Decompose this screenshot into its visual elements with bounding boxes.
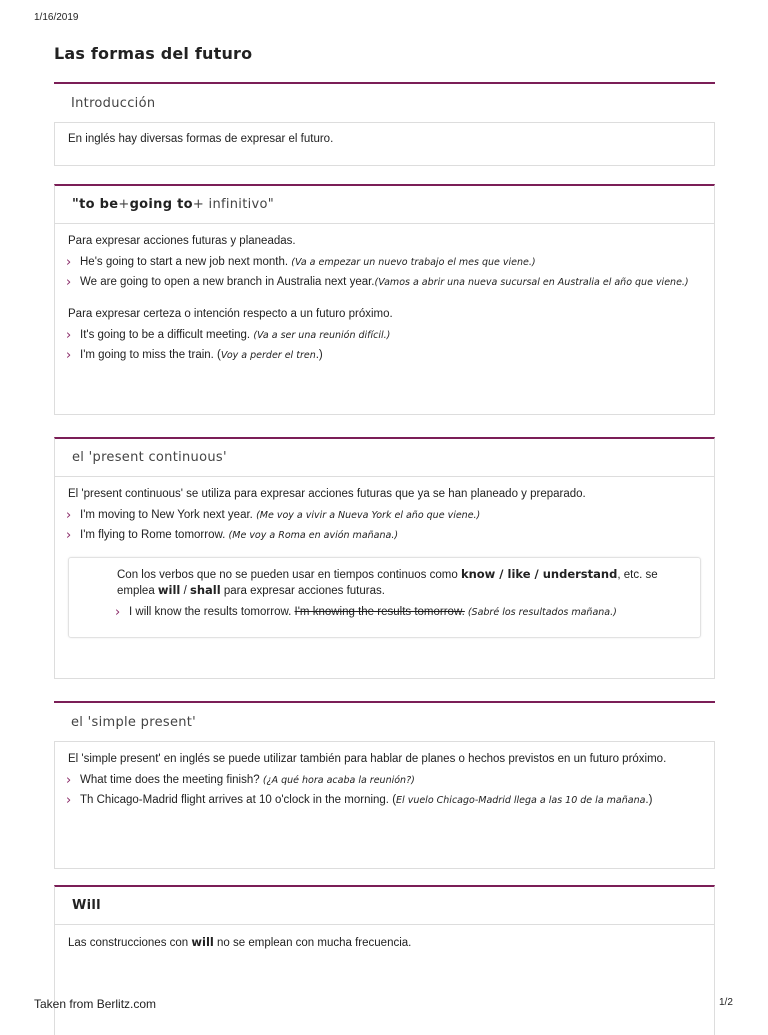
list-item: › I'm flying to Rome tomorrow. (Me voy a Roma en avión mañana.) — [66, 528, 399, 543]
note-box — [68, 557, 701, 638]
chevron-right-icon: › — [115, 605, 121, 620]
list-item: › We are going to open a new branch in Australia next year.(Vamos a abrir una nueva sucursal en Australia el año que viene.) — [66, 275, 689, 290]
list-item: › He's going to start a new job next month. (Va a empezar un nuevo trabajo el mes que viene.) — [66, 255, 536, 270]
usage-text: El 'simple present' en inglés se puede utilizar también para hablar de planes o hechos previstos en un futuro próximo. — [68, 753, 667, 765]
usage-text: Para expresar acciones futuras y planeadas. — [68, 235, 296, 247]
section-body — [54, 477, 715, 679]
list-item: › I'm going to miss the train. (Voy a perder el tren.) — [66, 348, 323, 363]
chevron-right-icon: › — [66, 773, 72, 788]
chevron-right-icon: › — [66, 328, 72, 343]
section-introduccion — [54, 82, 715, 166]
section-heading: " to be + going to + infinitivo" — [54, 184, 715, 224]
chevron-right-icon: › — [66, 508, 72, 523]
source-footer: Taken from Berlitz.com — [34, 997, 157, 1011]
section-will — [54, 885, 715, 1035]
intro-text: En inglés hay diversas formas de expresar el futuro. — [68, 133, 334, 145]
usage-text: Las construcciones con will no se emplean con mucha frecuencia. — [68, 935, 412, 949]
section-heading: Will — [54, 885, 715, 925]
list-item: › I'm moving to New York next year. (Me voy a vivir a Nueva York el año que viene.) — [66, 508, 481, 523]
chevron-right-icon: › — [66, 793, 72, 808]
chevron-right-icon: › — [66, 528, 72, 543]
section-going-to — [54, 184, 715, 415]
section-present-continuous — [54, 437, 715, 679]
usage-text: El 'present continuous' se utiliza para expresar acciones futuras que ya se han planeado y preparado. — [68, 488, 586, 500]
list-item: › It's going to be a difficult meeting. (Va a ser una reunión difícil.) — [66, 328, 391, 343]
section-simple-present — [54, 701, 715, 869]
page-number: 1/2 — [719, 997, 733, 1008]
section-body — [54, 741, 715, 869]
page-title: Las formas del futuro — [54, 44, 253, 63]
section-heading: Introducción — [54, 82, 715, 122]
print-date: 1/16/2019 — [34, 12, 79, 23]
section-body — [54, 925, 715, 1035]
chevron-right-icon: › — [66, 348, 72, 363]
section-body — [54, 224, 715, 415]
chevron-right-icon: › — [66, 255, 72, 270]
section-heading: el 'simple present' — [54, 701, 715, 741]
list-item: › What time does the meeting finish? (¿A qué hora acaba la reunión?) — [66, 773, 415, 788]
section-heading: el 'present continuous' — [54, 437, 715, 477]
chevron-right-icon: › — [66, 275, 72, 290]
note-text: Con los verbos que no se pueden usar en tiempos continuos como know / like / understand, etc. se emplea will / shall para expresar acciones futuras. — [117, 567, 658, 597]
list-item: › Th Chicago-Madrid flight arrives at 10 o'clock in the morning. (El vuelo Chicago-Madrid llega a las 10 de la mañana.) — [66, 793, 653, 808]
list-item: › I will know the results tomorrow. I'm knowing the results tomorrow. (Sabré los resultados mañana.) — [115, 605, 617, 620]
usage-text: Para expresar certeza o intención respecto a un futuro próximo. — [68, 308, 393, 320]
section-body — [54, 122, 715, 166]
